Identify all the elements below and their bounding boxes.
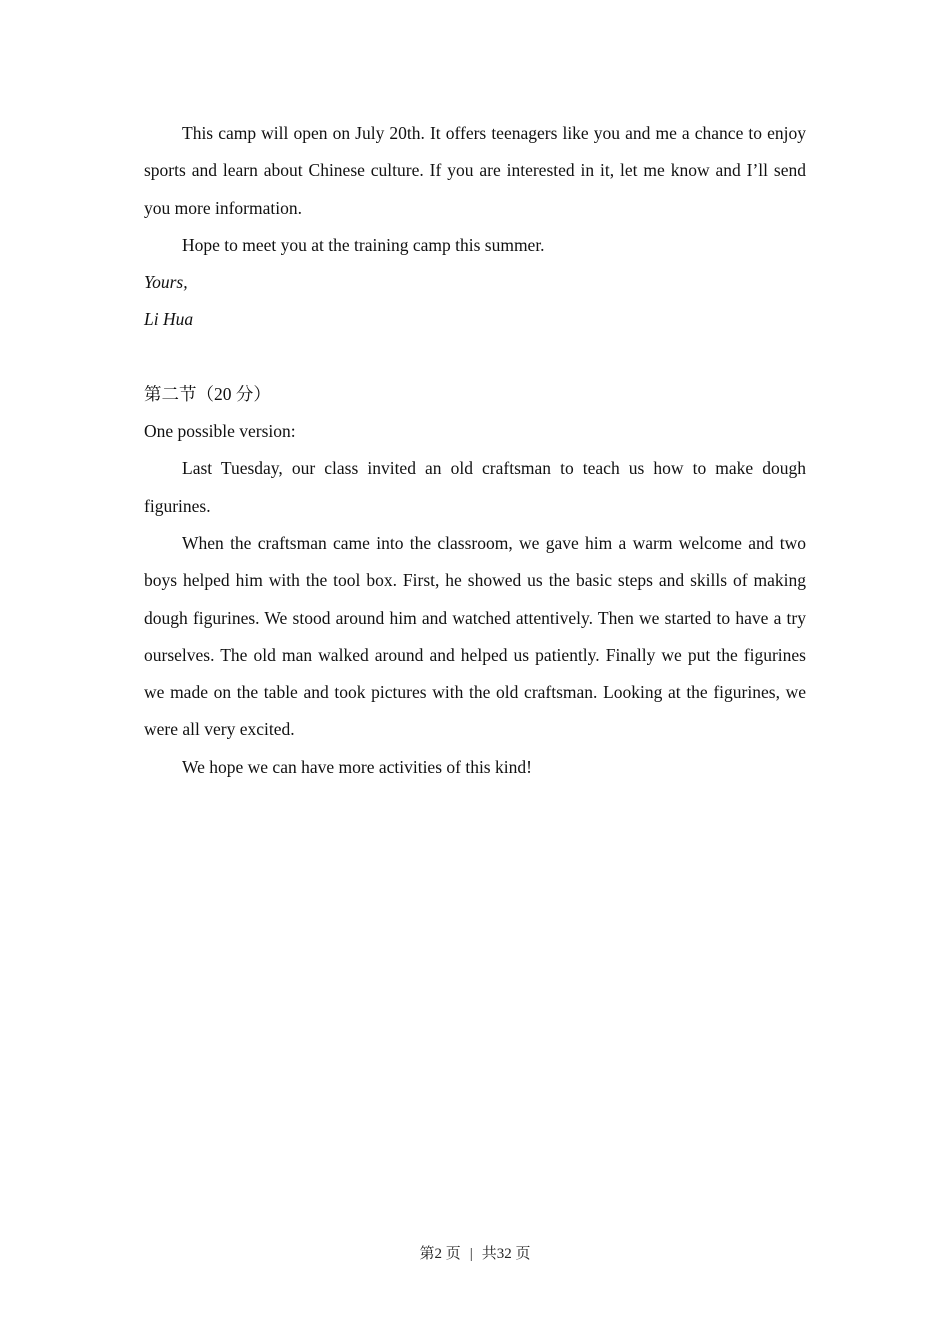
- section-spacer: [144, 339, 806, 376]
- section-intro: One possible version:: [144, 421, 296, 442]
- letter-paragraph-1: This camp will open on July 20th. It offers teenagers like you and me a chance to enjoy sports and learn about Chinese culture. If you are interested in it, let me know and I’ll send you more information.: [144, 123, 806, 218]
- essay-paragraph-1: Last Tuesday, our class invited an old craftsman to teach us how to make dough figurines.: [144, 458, 806, 516]
- letter-closing: Yours,: [144, 272, 188, 293]
- document-body: [144, 115, 806, 786]
- essay-paragraph-2: When the craftsman came into the classroom, we gave him a warm welcome and two boys helped him with the tool box. First, he showed us the basic steps and skills of making dough figurines. We stood around him and watched attentively. Then we started to have a try ourselves. The old man walked around and helped us patiently. Finally we put the figurines we made on the table and took pictures with the old craftsman. Looking at the figurines, we were all very excited.: [144, 532, 806, 740]
- section-heading: 第二节（20 分）: [144, 383, 271, 404]
- letter-signature: Li Hua: [144, 309, 194, 330]
- page-total: 共32 页: [481, 1246, 531, 1262]
- letter-paragraph-2: Hope to meet you at the training camp this summer.: [182, 234, 545, 255]
- page-footer: [0, 1243, 950, 1265]
- page-number: 第2 页: [419, 1246, 461, 1262]
- footer-separator: |: [469, 1246, 473, 1262]
- essay-paragraph-3: We hope we can have more activities of this kind!: [182, 756, 532, 777]
